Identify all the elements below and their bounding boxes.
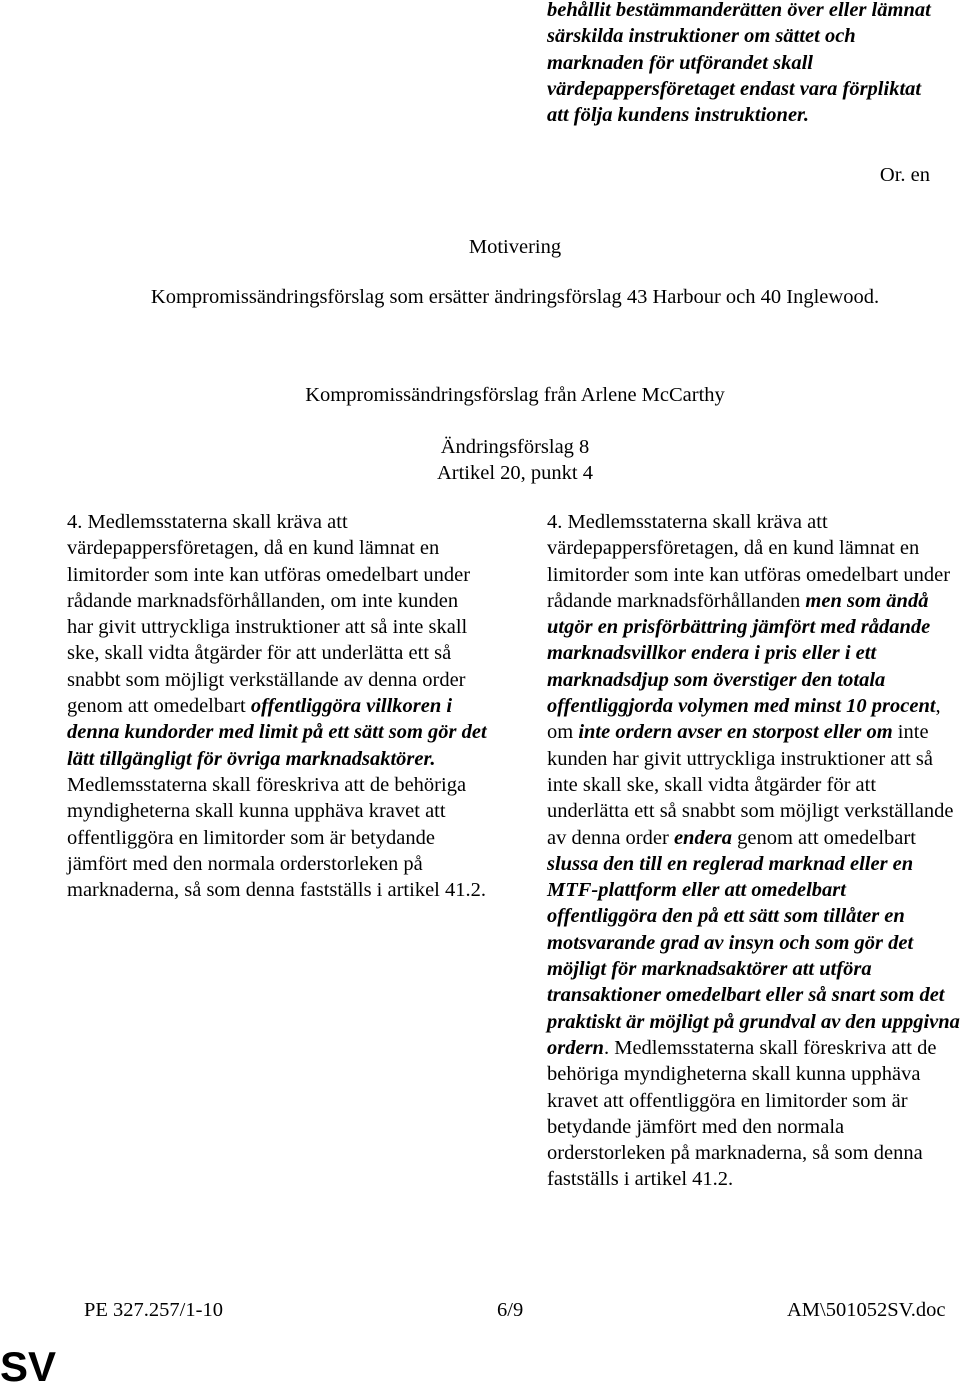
left-deleted-text: offentliggöra villkoren i denna kundorder med limit på ett sätt som gör det lätt tillgängligt för övriga marknadsaktörer. [67,695,487,770]
compromise-amendment-heading: Kompromissändringsförslag från Arlene McCarthy [305,384,725,406]
previous-text-continuation: behållit bestämmanderätten över eller lämnat särskilda instruktioner om sättet och marknaden för utförandet skall värdepappersföretaget endast vara förpliktat att följa kundens instruktioner. [547,0,931,127]
right-added-text: slussa den till en reglerad marknad eller en MTF-plattform eller att omedelbart offentliggöra den på ett sätt som tillåter en motsvarande grad av insyn och som gör det möjligt för marknadsaktörer att utföra transaktioner omedelbart eller så snart som det praktiskt är möjligt på grundval av den uppgivna ordern [547,852,960,1059]
justification-heading: Motivering [468,236,562,258]
justification-text: Kompromissändringsförslag som ersätter ändringsförslag 43 Harbour och 40 Inglewood. [150,286,880,308]
left-text-part: 4. Medlemsstaterna skall kräva att värdepappersföretagen, då en kund lämnat en limitorder som inte kan utföras omedelbart under rådande marknadsförhållanden, om inte kunden har givit uttryckliga instruktioner att så inte skall ske, skall vidta åtgärder för att underlätta ett så snabbt som möjligt verkställande av denna order genom att omedelbart [67,511,471,718]
original-language-label: Or. en [879,164,930,186]
amendment-number: Ändringsförslag 8 [440,436,590,458]
right-text-part: . Medlemsstaterna skall föreskriva att de behöriga myndigheterna skall kunna upphäva kravet att offentliggöra en limitorder som är betydande jämfört med den normala orderstorleken på marknaderna, så som denna fastställs i artikel 41.2. [547,1036,937,1191]
footer-reference: PE 327.257/1-10 [84,1299,223,1321]
right-text-part: genom att omedelbart [732,826,916,849]
footer-language-code: SV [0,1343,57,1390]
right-text-part: , om [547,695,941,744]
right-added-text: endera [673,826,733,849]
commission-text-column [67,509,487,903]
article-reference: Artikel 20, punkt 4 [436,462,593,484]
right-text-part: inte kunden har givit uttryckliga instruktioner att så inte skall ske, skall vidta åtgärder för att underlätta ett så snabbt som möjligt verkställande av denna order [547,721,954,849]
amendment-text-column [547,509,960,1193]
footer-page-number: 6/9 [497,1299,524,1321]
left-text-part: Medlemsstaterna skall föreskriva att de behöriga myndigheterna skall kunna upphäva kravet att offentliggöra en limitorder som är betydande jämfört med den normala orderstorleken på marknaderna, så som denna fastställs i artikel 41.2. [67,773,486,902]
right-text-part: 4. Medlemsstaterna skall kräva att värdepappersföretagen, då en kund lämnat en limitorder som inte kan utföras omedelbart under rådande marknadsförhållanden [547,511,951,612]
right-added-text: inte ordern avser en storpost eller om [578,721,893,744]
right-added-text: men som ändå utgör en prisförbättring jämfört med rådande marknadsvillkor endera i pris eller i ett marknadsdjup som överstiger den totala offentliggjorda volymen med minst 10 procent [547,589,936,718]
footer-document-id: AM\501052SV.doc [787,1299,946,1321]
